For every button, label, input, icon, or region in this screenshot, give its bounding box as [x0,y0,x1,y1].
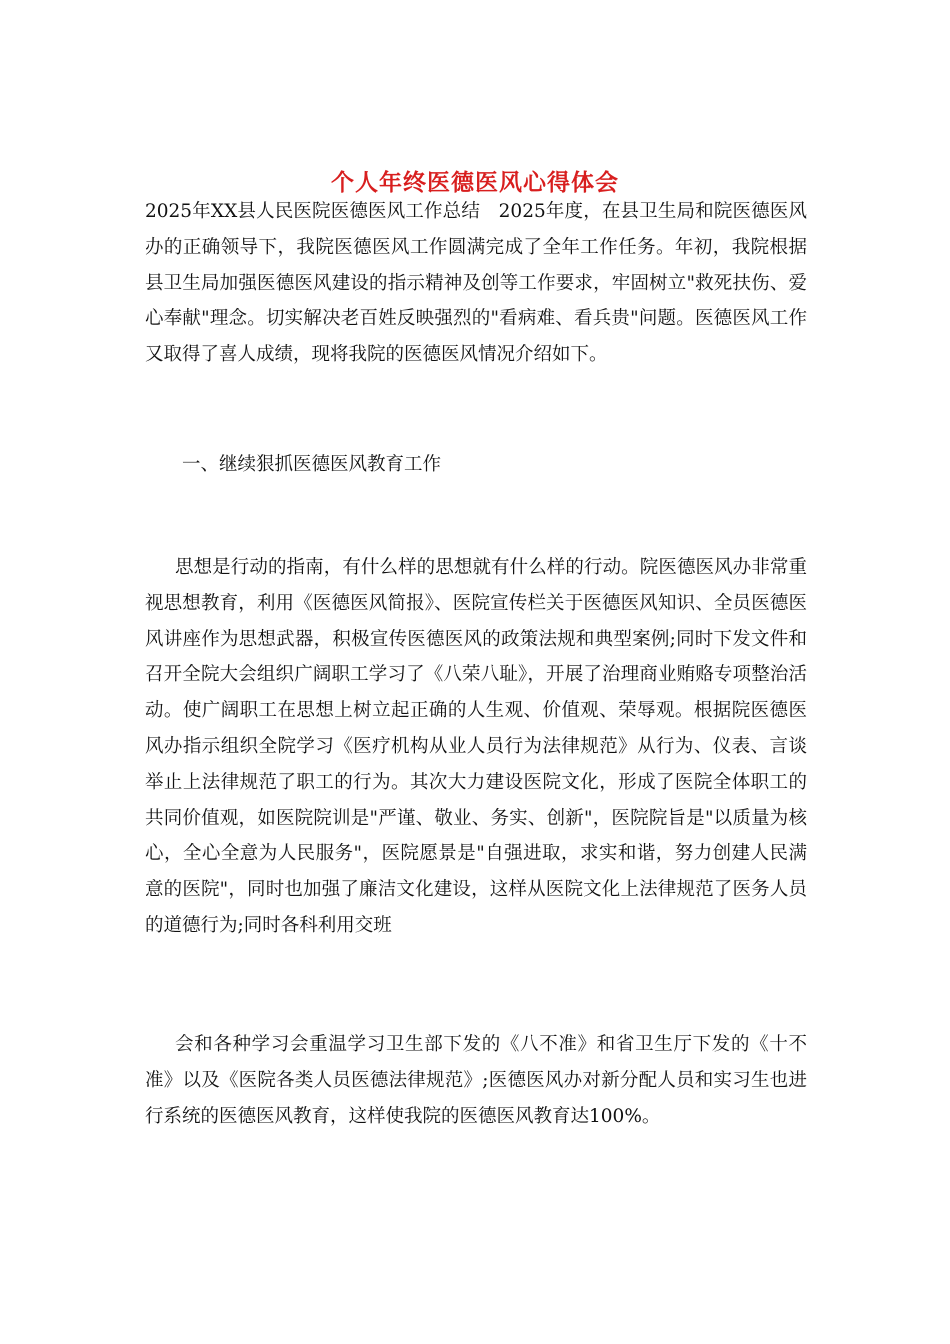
document-title: 个人年终医德医风心得体会 [331,170,619,197]
intro-paragraph: 2025年XX县人民医院医德医风工作总结 2025年度，在县卫生局和院医德医风办的正确领导下，我院医德医风工作圆满完成了全年工作任务。年初，我院根据县卫生局加强医德医风建设的指示精神及创等工作要求，牢固树立"救死扶伤、爱心奉献"理念。切实解决老百姓反映强烈的"看病难、看兵贵"问题。医德医风工作又取得了喜人成绩，现将我院的医德医风情况介绍如下。 [145,201,807,366]
body-paragraph-1: 思想是行动的指南，有什么样的思想就有什么样的行动。院医德医风办非常重视思想教育，利用《医德医风简报》、医院宣传栏关于医德医风知识、全员医德医风讲座作为思想武器，积极宣传医德医风的政策法规和典型案例;同时下发文件和召开全院大会组织广阔职工学习了《八荣八耻》，开展了治理商业贿赂专项整治活动。使广阔职工在思想上树立起正确的人生观、价值观、荣辱观。根据院医德医风办指示组织全院学习《医疗机构从业人员行为法律规范》从行为、仪表、言谈举止上法律规范了职工的行为。其次大力建设医院文化，形成了医院全体职工的共同价值观，如医院院训是"严谨、敬业、务实、创新"，医院院旨是"以质量为核心，全心全意为人民服务"，医院愿景是"自强进取，求实和谐，努力创建人民满意的医院"，同时也加强了廉洁文化建设，这样从医院文化上法律规范了医务人员的道德行为;同时各科利用交班 [145,557,807,936]
section-heading: 一、继续狠抓医德医风教育工作 [182,454,442,475]
body-paragraph-2: 会和各种学习会重温学习卫生部下发的《八不准》和省卫生厅下发的《十不准》以及《医院各类人员医德法律规范》;医德医风办对新分配人员和实习生也进行系统的医德医风教育，这样使我院的医德医风教育达100%。 [145,1034,807,1127]
